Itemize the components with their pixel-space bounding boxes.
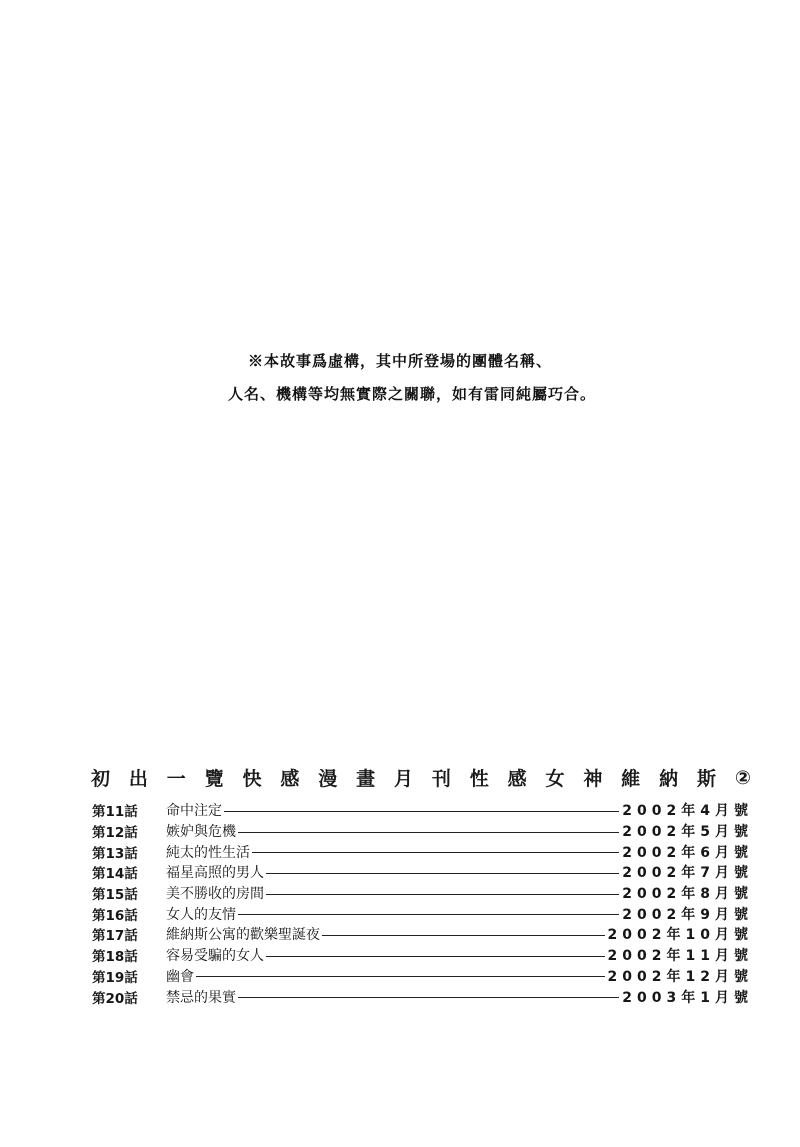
title-char: 月 [394,768,414,790]
chapter-number: 第19話 [92,969,138,986]
title-char: 感 [280,768,300,790]
toc-row [92,800,753,821]
title-char: 女 [545,768,565,790]
chapter-number: 第12話 [92,825,138,842]
toc-row [92,841,753,862]
publication-date: 2002年7月號 [622,865,753,882]
publication-date: 2002年10月號 [607,927,753,944]
title-char: 畫 [356,768,376,790]
title-char: 一 [166,768,186,790]
title-char: 維 [621,768,641,790]
chapter-number: 第20話 [92,990,138,1007]
leader-line [238,832,619,833]
table-of-contents [92,800,753,1007]
chapter-number: 第17話 [92,928,138,945]
publication-date: 2002年11月號 [607,948,753,965]
leader-line [238,997,619,998]
chapter-title: 嫉妒與危機 [166,824,236,841]
title-char: 漫 [318,768,338,790]
title-char: 斯 [697,768,717,790]
disclaimer-line-1: ※本故事爲虛構，其中所登場的團體名稱、 [247,352,552,370]
chapter-number: 第13話 [92,845,138,862]
title-char: 納 [659,768,679,790]
leader-line [266,894,619,895]
toc-row [92,903,753,924]
publication-date: 2002年8月號 [622,886,753,903]
publication-date: 2002年4月號 [622,803,753,820]
chapter-number: 第14話 [92,866,138,883]
title-char: 神 [583,768,603,790]
chapter-title: 純太的性生活 [166,844,250,861]
leader-line [238,914,619,915]
publication-date: 2002年9月號 [622,906,753,923]
chapter-title: 美不勝收的房間 [166,886,264,903]
chapter-number: 第18話 [92,949,138,966]
title-char: 性 [469,768,489,790]
chapter-number: 第11話 [92,804,138,821]
leader-line [196,976,605,977]
title-char: 快 [242,768,262,790]
chapter-title: 幽會 [166,968,194,985]
leader-line [224,811,619,812]
toc-row [92,883,753,904]
title-char: 覽 [204,768,224,790]
chapter-number: 第16話 [92,907,138,924]
publication-date: 2003年1月號 [622,989,753,1006]
leader-line [252,852,619,853]
chapter-title: 女人的友情 [166,906,236,923]
chapter-number: 第15話 [92,887,138,904]
publication-date: 2002年6月號 [622,844,753,861]
toc-row [92,821,753,842]
leader-line [266,956,605,957]
toc-row [92,862,753,883]
publication-date: 2002年12月號 [607,968,753,985]
volume-number: ② [734,766,751,789]
chapter-title: 禁忌的果實 [166,989,236,1006]
chapter-title: 命中注定 [166,803,222,820]
toc-row [92,986,753,1007]
leader-line [322,935,605,936]
title-char: 感 [507,768,527,790]
chapter-title: 維納斯公寓的歡樂聖誕夜 [166,927,320,944]
title-char: 初 [91,768,111,790]
title-char: 出 [128,768,148,790]
toc-row [92,924,753,945]
leader-line [266,873,619,874]
chapter-title: 福星高照的男人 [166,865,264,882]
toc-row [92,966,753,987]
disclaimer-line-2: 人名、機構等均無實際之關聯，如有雷同純屬巧合。 [227,385,596,403]
first-appearance-title [91,764,751,791]
chapter-title: 容易受騙的女人 [166,948,264,965]
title-char: 刊 [431,768,451,790]
toc-row [92,945,753,966]
publication-date: 2002年5月號 [622,824,753,841]
